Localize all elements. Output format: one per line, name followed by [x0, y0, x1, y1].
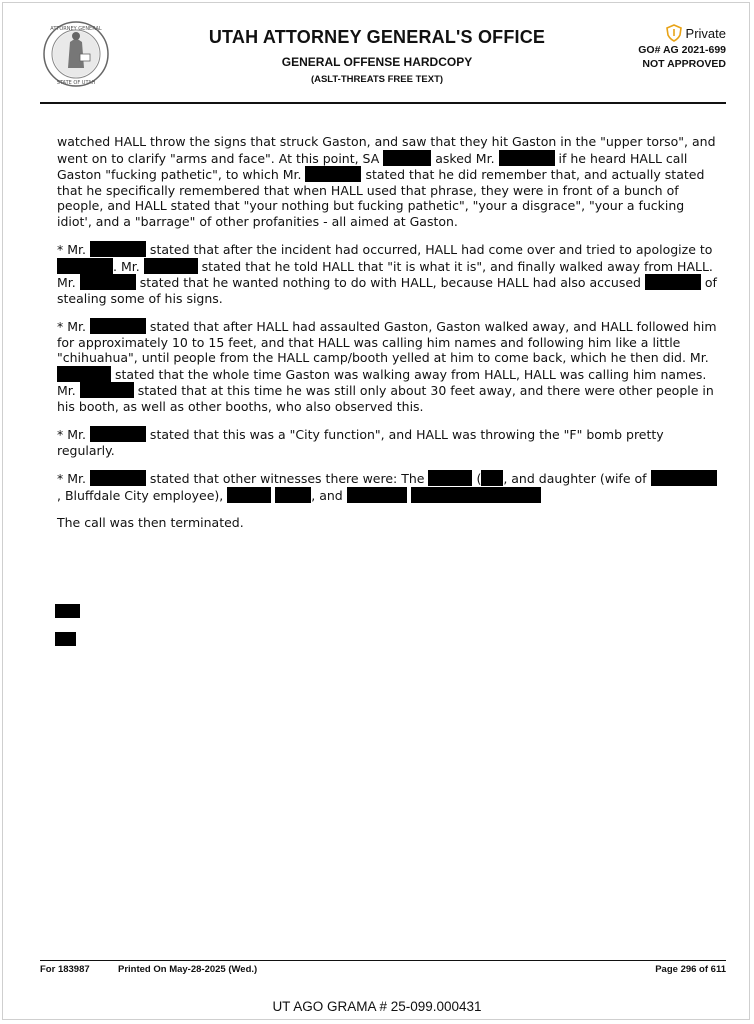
redaction [80, 382, 134, 398]
paragraph-4: * Mr. stated that this was a "City function", and HALL was throwing the "F" bomb pretty regularly. [57, 427, 664, 458]
report-subtype: (ASLT-THREATS FREE TEXT) [310, 74, 444, 85]
redaction [481, 470, 503, 486]
svg-text:STATE OF UTAH: STATE OF UTAH [56, 80, 96, 86]
footer-page-number: Page 296 of 611 [655, 964, 726, 975]
shield-icon [666, 24, 682, 42]
redaction [227, 487, 271, 503]
paragraph-6: The call was then terminated. [57, 515, 244, 530]
redaction [411, 487, 541, 503]
footer-for: For 183987 [40, 964, 90, 975]
redaction [90, 241, 146, 257]
redaction [57, 366, 111, 382]
redaction [144, 258, 198, 274]
paragraph-3: * Mr. stated that after HALL had assaulted Gaston, Gaston walked away, and HALL followed him for approximately 10 to 15 feet, and that HALL was calling him names and following him like a little "chihuahua", until people from the HALL camp/booth yelled at him to come back, which he then did. Mr. stated that the whole time Gaston was walking away from HALL, HALL was calling him names. Mr. stated that at this time he was still only about 30 feet away, and there were other people in his booth, as well as other booths, who also observed this. [57, 319, 717, 414]
redaction [90, 318, 146, 334]
privacy-block [638, 24, 726, 70]
footer-divider [40, 960, 726, 961]
redaction [347, 487, 407, 503]
initials-redaction [55, 632, 76, 646]
signature-redaction [55, 604, 80, 618]
redaction [499, 150, 555, 166]
go-number: GO# AG 2021-699 [638, 44, 726, 56]
redaction [305, 166, 361, 182]
redaction [645, 274, 701, 290]
paragraph-5: * Mr. stated that other witnesses there were: The ( , and daughter (wife of , Bluffdale City employee), , and [57, 470, 717, 503]
redaction [428, 470, 472, 486]
redaction [651, 470, 717, 486]
header-divider [40, 102, 726, 104]
footer-printed-on: Printed On May-28-2025 (Wed.) [118, 964, 258, 975]
approval-status: NOT APPROVED [642, 58, 726, 70]
redaction [383, 150, 431, 166]
svg-text:ATTORNEY GENERAL: ATTORNEY GENERAL [50, 26, 102, 32]
redaction [275, 487, 311, 503]
redaction [57, 258, 113, 274]
grama-stamp: UT AGO GRAMA # 25-099.000431 [272, 999, 482, 1014]
office-title: UTAH ATTORNEY GENERAL'S OFFICE [208, 27, 546, 47]
report-type: GENERAL OFFENSE HARDCOPY [281, 55, 473, 69]
privacy-label: Private [685, 25, 726, 41]
report-body [57, 134, 717, 543]
paragraph-2: * Mr. stated that after the incident had occurred, HALL had come over and tried to apologize to . Mr. stated that he told HALL that "it is what it is", and finally walked away from HALL. Mr. stated that he wanted nothing to do with HALL, because HALL had also accused of stealing some of his signs. [57, 242, 717, 306]
redaction [90, 470, 146, 486]
redaction [90, 426, 146, 442]
paragraph-1: watched HALL throw the signs that struck Gaston, and saw that they hit Gaston in the "upper torso", and went on to clarify "arms and face". At this point, SA asked Mr. if he heard HALL call Gaston "fucking pathetic", to which Mr. stated that he did remember that, and actually stated that he specifically remembered that when HALL used that phrase, they were in front of a bunch of people, and HALL stated that "your nothing but fucking pathetic", "your a disgrace", "your a fucking idiot', and a "barrage" of other profanities - all aimed at Gaston. [57, 134, 716, 229]
redaction [80, 274, 136, 290]
